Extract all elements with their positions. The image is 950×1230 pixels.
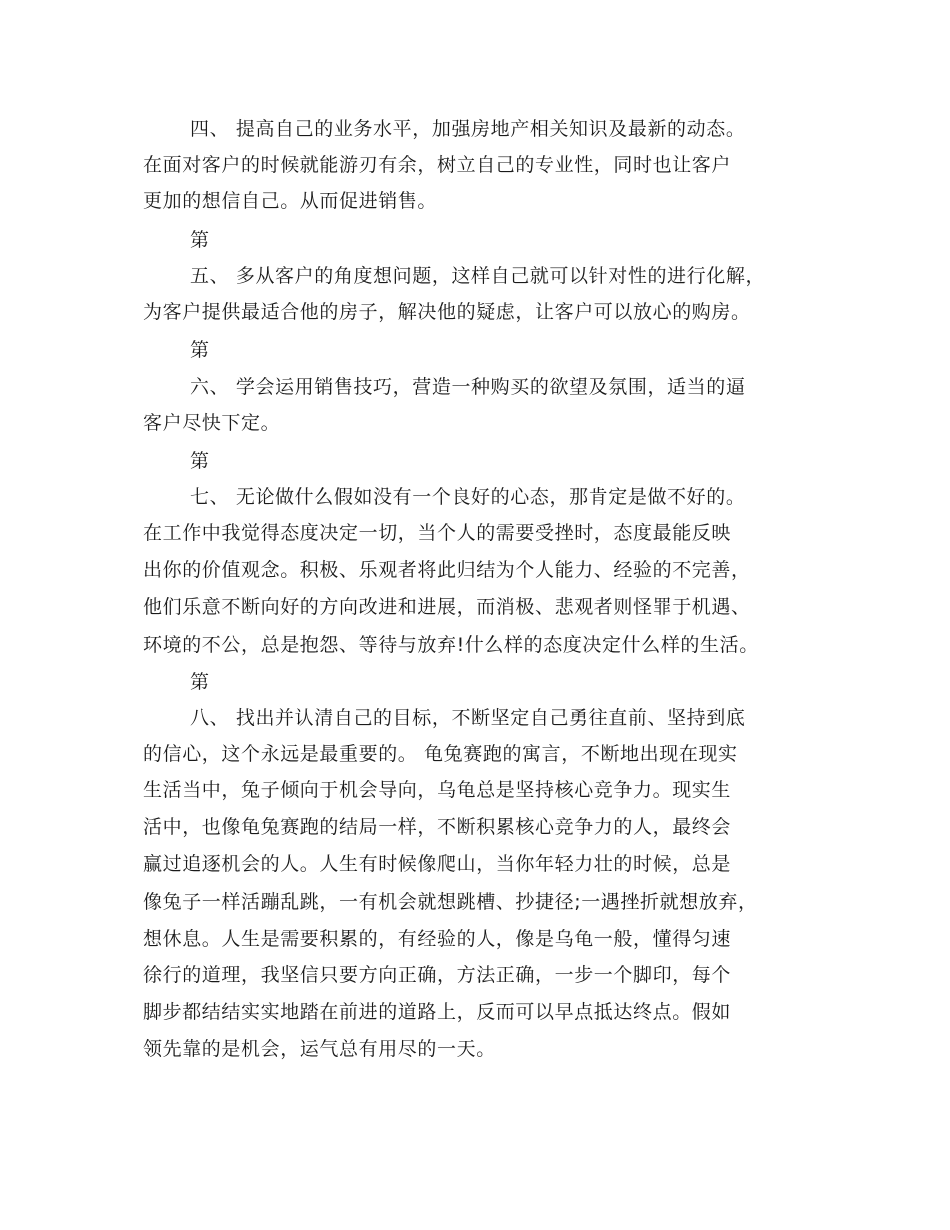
paragraph-line: 出你的价值观念。积极、乐观者将此归结为个人能力、经验的不完善， — [143, 559, 751, 581]
paragraph-line: 为客户提供最适合他的房子，解决他的疑虑，让客户可以放心的购房。 — [143, 301, 751, 323]
section-marker: 第 — [190, 229, 210, 251]
paragraph-line: 像兔子一样活蹦乱跳，一有机会就想跳槽、抄捷径;一遇挫折就想放弃， — [143, 891, 758, 913]
paragraph-line: 在面对客户的时候就能游刃有余，树立自己的专业性，同时也让客户 — [143, 154, 732, 176]
paragraph-line: 他们乐意不断向好的方向改进和进展，而消极、悲观者则怪罪于机遇、 — [143, 596, 751, 618]
paragraph-line: 环境的不公，总是抱怨、等待与放弃!什么样的态度决定什么样的生活。 — [143, 634, 759, 656]
paragraph-line: 徐行的道理，我坚信只要方向正确，方法正确，一步一个脚印，每个 — [143, 964, 732, 986]
paragraph-line: 在工作中我觉得态度决定一切，当个人的需要受挫时，态度最能反映 — [143, 522, 732, 544]
paragraph-line: 想休息。人生是需要积累的，有经验的人，像是乌龟一般，懂得匀速 — [143, 928, 732, 950]
paragraph-line: 客户尽快下定。 — [143, 412, 281, 434]
paragraph-line: 七、 无论做什么假如没有一个良好的心态，那肯定是做不好的。 — [190, 486, 746, 508]
paragraph-line: 六、 学会运用销售技巧，营造一种购买的欲望及氛围，适当的逼 — [190, 376, 746, 398]
paragraph-line: 生活当中，兔子倾向于机会导向，乌龟总是坚持核心竞争力。现实生 — [143, 779, 732, 801]
paragraph-line: 的信心，这个永远是最重要的。 龟兔赛跑的寓言，不断地出现在现实 — [143, 743, 738, 765]
paragraph-line: 八、 找出并认清自己的目标，不断坚定自己勇往直前、坚持到底 — [190, 707, 746, 729]
section-marker: 第 — [190, 450, 210, 472]
paragraph-line: 活中，也像龟兔赛跑的结局一样，不断积累核心竞争力的人，最终会 — [143, 816, 732, 838]
paragraph-line: 脚步都结结实实地踏在前进的道路上，反而可以早点抵达终点。假如 — [143, 1001, 732, 1023]
section-marker: 第 — [190, 339, 210, 361]
paragraph-line: 领先靠的是机会，运气总有用尽的一天。 — [143, 1038, 496, 1060]
section-marker: 第 — [190, 671, 210, 693]
paragraph-line: 五、 多从客户的角度想问题，这样自己就可以针对性的进行化解， — [190, 265, 766, 287]
paragraph-line: 赢过追逐机会的人。人生有时候像爬山，当你年轻力壮的时候，总是 — [143, 853, 732, 875]
paragraph-line: 四、 提高自己的业务水平，加强房地产相关知识及最新的动态。 — [190, 118, 746, 140]
paragraph-line: 更加的想信自己。从而促进销售。 — [143, 190, 438, 212]
